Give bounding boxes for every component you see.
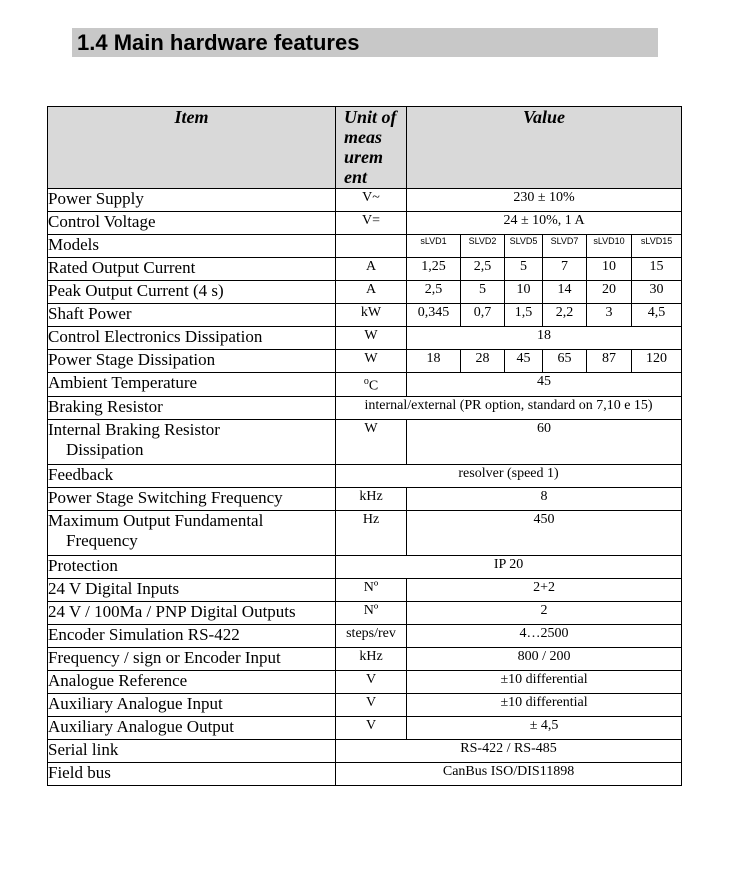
value-cell: 120	[632, 350, 682, 373]
unit-cell: W	[336, 350, 407, 373]
value-cell: ±10 differential	[407, 693, 682, 716]
row-ambient-temperature	[48, 373, 682, 397]
item-label: Peak Output Current (4 s)	[48, 281, 336, 304]
item-label: Field bus	[48, 762, 336, 785]
value-cell: 2,2	[543, 304, 587, 327]
item-label: Power Stage Switching Frequency	[48, 487, 336, 510]
row-digital-inputs	[48, 578, 682, 601]
item-label: Shaft Power	[48, 304, 336, 327]
item-line-1: Maximum Output Fundamental	[48, 510, 264, 530]
value-cell: ± 4,5	[407, 716, 682, 739]
item-line-1: Internal Braking Resistor	[48, 419, 220, 439]
value-cell: RS-422 / RS-485	[336, 739, 682, 762]
item-label	[48, 419, 336, 464]
row-max-fundamental-frequency	[48, 510, 682, 555]
value-cell: 7	[543, 258, 587, 281]
item-label	[48, 510, 336, 555]
item-label: 24 V / 100Ma / PNP Digital Outputs	[48, 601, 336, 624]
unit-cell: A	[336, 281, 407, 304]
row-field-bus	[48, 762, 682, 785]
row-peak-current	[48, 281, 682, 304]
row-analogue-reference	[48, 670, 682, 693]
value-cell: 2+2	[407, 578, 682, 601]
value-cell: 0,7	[461, 304, 505, 327]
row-control-voltage	[48, 212, 682, 235]
item-label: Serial link	[48, 739, 336, 762]
model-cell: sLVD10	[587, 235, 632, 258]
row-rated-current	[48, 258, 682, 281]
unit-cell: V=	[336, 212, 407, 235]
unit-cell	[336, 373, 407, 397]
header-row	[48, 107, 682, 189]
hardware-features-table	[47, 106, 682, 786]
item-label: Protection	[48, 555, 336, 578]
value-cell: 800 / 200	[407, 647, 682, 670]
unit-cell: V	[336, 693, 407, 716]
header-unit: Unit of meas urem ent	[336, 107, 407, 189]
value-cell: 2,5	[461, 258, 505, 281]
item-label: Power Stage Dissipation	[48, 350, 336, 373]
value-cell: 14	[543, 281, 587, 304]
item-label: Rated Output Current	[48, 258, 336, 281]
item-label: Braking Resistor	[48, 396, 336, 419]
item-label: Auxiliary Analogue Input	[48, 693, 336, 716]
value-cell: 20	[587, 281, 632, 304]
unit-cell: V	[336, 716, 407, 739]
header-value: Value	[407, 107, 682, 189]
item-label: Ambient Temperature	[48, 373, 336, 397]
row-internal-braking	[48, 419, 682, 464]
value-cell: ±10 differential	[407, 670, 682, 693]
item-label: Models	[48, 235, 336, 258]
model-cell: sLVD15	[632, 235, 682, 258]
unit-text: C	[368, 378, 379, 394]
item-label: 24 V Digital Inputs	[48, 578, 336, 601]
value-cell: 1,25	[407, 258, 461, 281]
value-cell: 3	[587, 304, 632, 327]
value-cell: 28	[461, 350, 505, 373]
unit-cell: A	[336, 258, 407, 281]
row-power-supply	[48, 189, 682, 212]
row-control-dissipation	[48, 327, 682, 350]
row-switching-frequency	[48, 487, 682, 510]
value-cell: 4…2500	[407, 624, 682, 647]
value-cell: 10	[587, 258, 632, 281]
value-cell: 87	[587, 350, 632, 373]
item-label: Frequency / sign or Encoder Input	[48, 647, 336, 670]
row-frequency-sign	[48, 647, 682, 670]
value-cell: 18	[407, 350, 461, 373]
value-cell: 4,5	[632, 304, 682, 327]
section-heading: 1.4 Main hardware features	[72, 28, 658, 57]
value-cell: 18	[407, 327, 682, 350]
value-cell: 15	[632, 258, 682, 281]
row-protection	[48, 555, 682, 578]
item-line-2: Frequency	[66, 530, 138, 550]
value-cell: 10	[505, 281, 543, 304]
item-label: Power Supply	[48, 189, 336, 212]
unit-cell: steps/rev	[336, 624, 407, 647]
row-aux-input	[48, 693, 682, 716]
value-cell: IP 20	[336, 555, 682, 578]
value-cell: resolver (speed 1)	[336, 464, 682, 487]
row-aux-output	[48, 716, 682, 739]
value-cell: 2	[407, 601, 682, 624]
value-cell: 1,5	[505, 304, 543, 327]
row-power-dissipation	[48, 350, 682, 373]
model-cell: SLVD5	[505, 235, 543, 258]
item-label: Control Voltage	[48, 212, 336, 235]
row-models	[48, 235, 682, 258]
value-cell: 230 ± 10%	[407, 189, 682, 212]
unit-cell: Hz	[336, 510, 407, 555]
value-cell: 45	[407, 373, 682, 397]
unit-cell: kHz	[336, 647, 407, 670]
value-cell: 24 ± 10%, 1 A	[407, 212, 682, 235]
degree-sup: o	[363, 376, 369, 387]
unit-cell: Nº	[336, 601, 407, 624]
value-cell: 5	[505, 258, 543, 281]
item-label: Auxiliary Analogue Output	[48, 716, 336, 739]
unit-cell: V~	[336, 189, 407, 212]
unit-cell: Nº	[336, 578, 407, 601]
value-cell: 0,345	[407, 304, 461, 327]
item-label: Control Electronics Dissipation	[48, 327, 336, 350]
unit-cell: W	[336, 327, 407, 350]
value-cell: internal/external (PR option, standard on 7,10 e 15)	[336, 396, 682, 419]
value-cell: CanBus ISO/DIS11898	[336, 762, 682, 785]
unit-cell	[336, 235, 407, 258]
item-label: Analogue Reference	[48, 670, 336, 693]
value-cell: 2,5	[407, 281, 461, 304]
value-cell: 65	[543, 350, 587, 373]
row-shaft-power	[48, 304, 682, 327]
unit-cell: kW	[336, 304, 407, 327]
unit-cell: V	[336, 670, 407, 693]
value-cell: 45	[505, 350, 543, 373]
unit-cell: kHz	[336, 487, 407, 510]
item-line-2: Dissipation	[66, 439, 144, 459]
unit-cell: W	[336, 419, 407, 464]
row-braking-resistor	[48, 396, 682, 419]
model-cell: SLVD2	[461, 235, 505, 258]
row-digital-outputs	[48, 601, 682, 624]
row-serial-link	[48, 739, 682, 762]
item-label: Feedback	[48, 464, 336, 487]
model-cell: sLVD1	[407, 235, 461, 258]
header-item: Item	[48, 107, 336, 189]
value-cell: 60	[407, 419, 682, 464]
value-cell: 450	[407, 510, 682, 555]
model-cell: SLVD7	[543, 235, 587, 258]
item-label: Encoder Simulation RS-422	[48, 624, 336, 647]
row-feedback	[48, 464, 682, 487]
value-cell: 30	[632, 281, 682, 304]
value-cell: 5	[461, 281, 505, 304]
row-encoder-simulation	[48, 624, 682, 647]
value-cell: 8	[407, 487, 682, 510]
